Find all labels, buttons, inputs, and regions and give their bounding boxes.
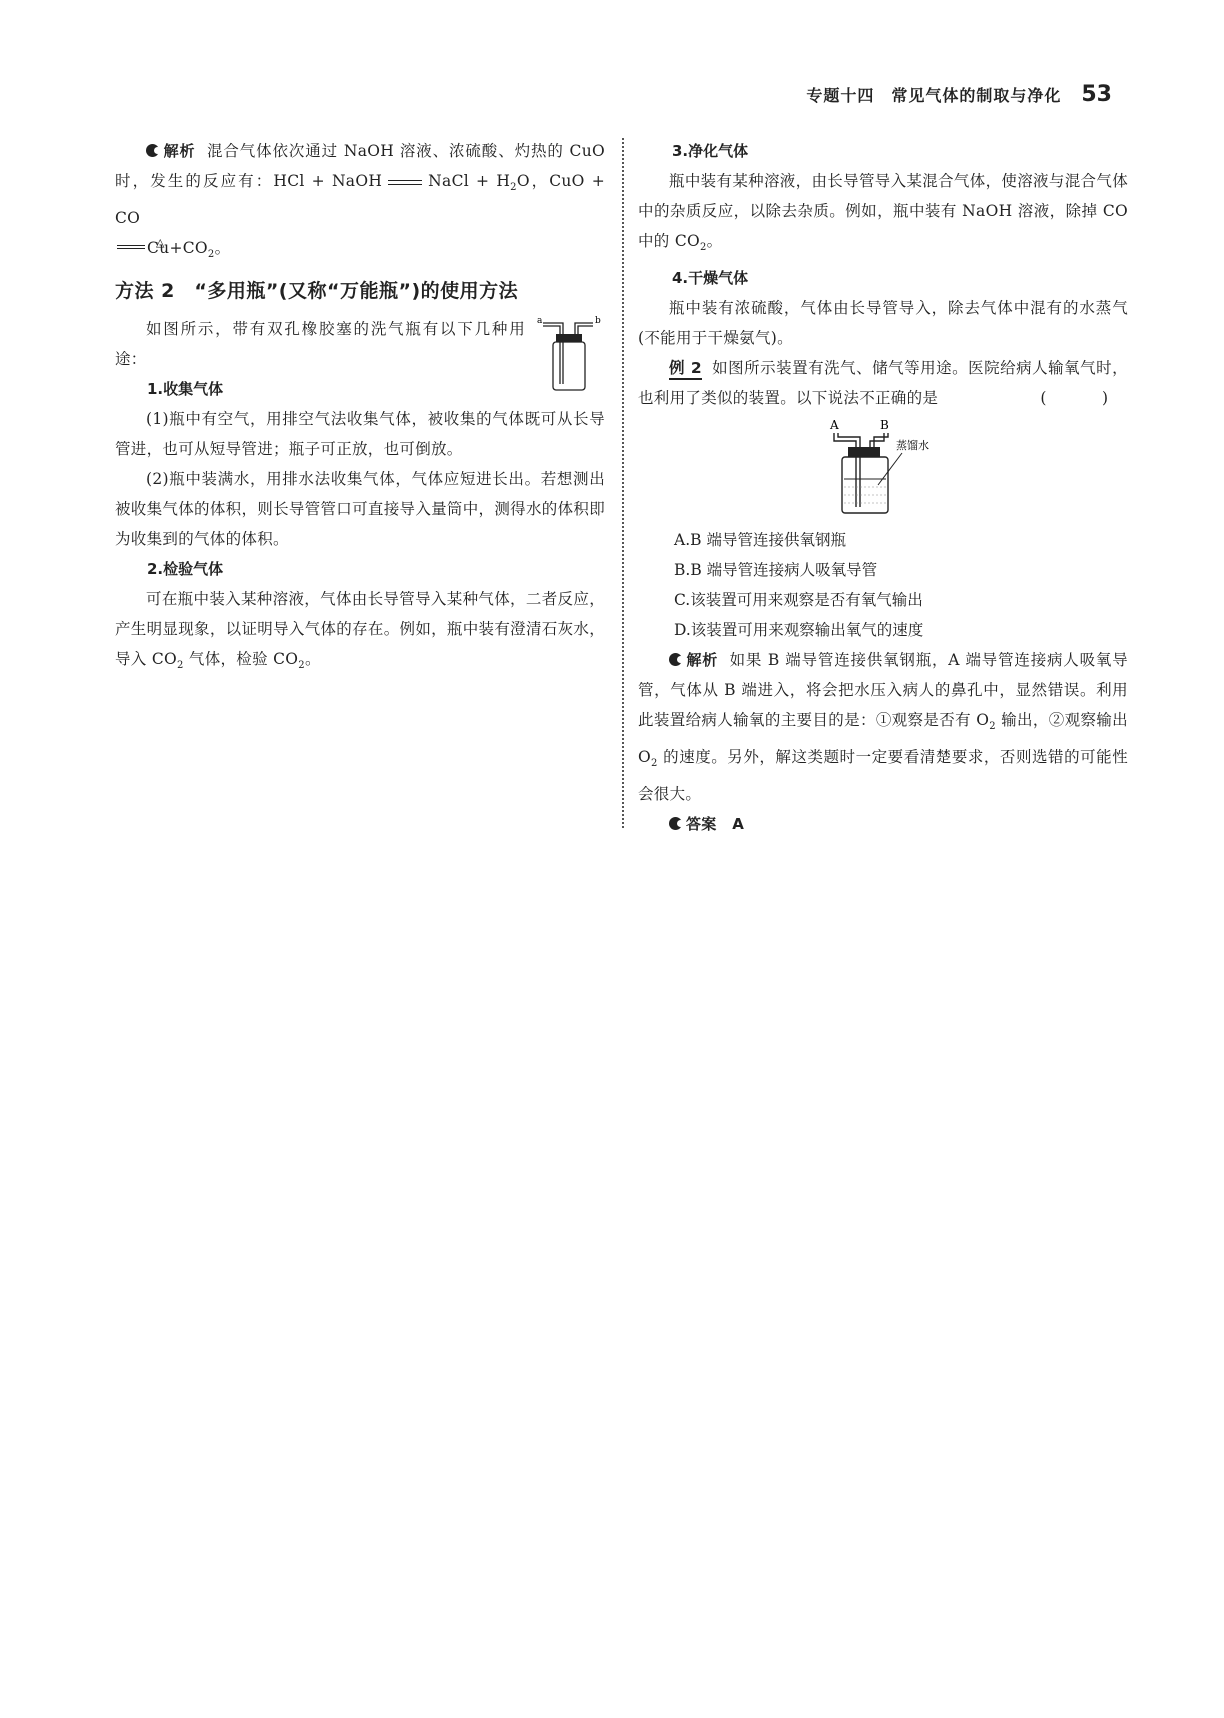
right-column [638, 136, 1128, 839]
page-header [806, 82, 1112, 107]
answer-icon [669, 817, 682, 830]
option-d: D.该装置可用来观察输出氧气的速度 [674, 621, 924, 640]
intro-block [115, 314, 605, 374]
left-column [115, 136, 605, 681]
section-3-para: 瓶中装有某种溶液，由长导管导入某混合气体，使溶液与混合气体中的杂质反应，以除去杂质。例如，瓶中装有 NaOH 溶液，除掉 CO 中的 $CO_2$。 [638, 172, 1128, 254]
section-1-para-1: (1)瓶中有空气，用排空气法收集气体，被收集的气体既可从长导管进，也可从短导管进；瓶子可正放，也可倒放。 [115, 410, 605, 459]
analysis-tag: 解析 [669, 651, 718, 669]
heat-equals-sign [115, 242, 147, 256]
intro-text: 如图所示，带有双孔橡胶塞的洗气瓶有以下几种用途： [115, 320, 525, 369]
method-title: 方法 2 “多用瓶”(又称“万能瓶”)的使用方法 [115, 280, 519, 303]
fig1-label-b: b [595, 316, 601, 327]
section-1-para-2: (2)瓶中装满水，用排水法收集气体，气体应短进长出。若想测出被收集气体的体积，则长导管管口可直接导入量筒中，测得水的体积即为收集到的气体的体积。 [115, 470, 605, 549]
column-divider [622, 138, 624, 828]
analysis-tag: 解析 [146, 142, 195, 160]
option-b: B.B 端导管连接病人吸氧导管 [674, 561, 878, 580]
example-2-analysis: 解析 如果 B 端导管连接供氧钢瓶，A 端导管连接病人吸氧导管，气体从 B 端进入，将会把水压入病人的鼻孔中，显然错误。利用此装置给病人输氧的主要目的是：①观察是否有 $O_2$ 输出，②观察输出 $O_2$ 的速度。另外，解这类题时一定要看清楚要求，否则选错的可能性会很大。 [638, 651, 1128, 804]
analysis-icon [669, 653, 682, 666]
answer-value: A [732, 815, 745, 834]
option-c: C.该装置可用来观察是否有氧气输出 [674, 591, 923, 610]
fig2-label-a: A [830, 418, 839, 433]
section-4-title: 4.干燥气体 [672, 269, 749, 288]
example-2-answer [638, 809, 1128, 839]
example-figure [638, 417, 1128, 521]
example-label: 例 2 [669, 359, 702, 380]
section-3-title: 3.净化气体 [672, 142, 749, 160]
answer-bracket: ( ) [1040, 389, 1128, 408]
running-title: 专题十四 常见气体的制取与净化 [806, 86, 1062, 105]
section-4-para: 瓶中装有浓硫酸，气体由长导管导入，除去气体中混有的水蒸气(不能用于干燥氨气)。 [638, 299, 1128, 348]
fig2-label-b: B [880, 418, 889, 433]
analysis-icon [146, 144, 159, 157]
page-number: 53 [1081, 82, 1112, 107]
fig1-label-a: a [537, 316, 543, 327]
equals-sign [388, 180, 422, 185]
oxygen-bottle-diagram [818, 417, 948, 517]
example-2-question: 例 2 如图所示装置有洗气、储气等用途。医院给病人输氧气时，也利用了类似的装置。以下说法不正确的是 ( ) [638, 353, 1128, 413]
answer-tag: 答案 [669, 815, 717, 833]
wash-bottle-figure [537, 314, 603, 392]
option-a: A.B 端导管连接供氧钢瓶 [674, 531, 846, 550]
section-1-title: 1.收集气体 [147, 380, 224, 399]
section-2-title: 2.检验气体 [147, 560, 224, 579]
fig2-water-label: 蒸馏水 [896, 439, 929, 453]
section-2-para: 可在瓶中装入某种溶液，气体由长导管导入某种气体，二者反应，产生明显现象，以证明导入气体的存在。例如，瓶中装有澄清石灰水，导入 $CO_2$ 气体，检验 $CO_2$。 [115, 590, 605, 672]
analysis-paragraph: 解析 混合气体依次通过 NaOH 溶液、浓硫酸、灼热的 CuO 时，发生的反应有：HCl + NaOH NaCl + $H_2O$，CuO + CO $\triangle Cu+CO_2$。 [115, 136, 605, 270]
